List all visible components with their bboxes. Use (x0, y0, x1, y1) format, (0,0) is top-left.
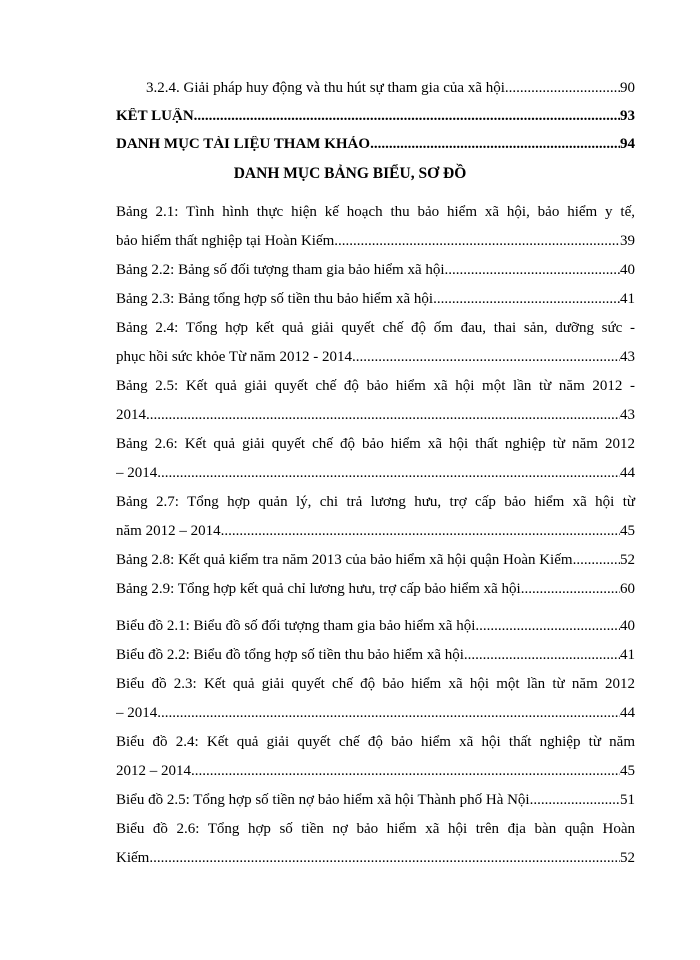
table-entry-page: 60 (620, 581, 635, 597)
table-entry (116, 349, 635, 366)
leader-dots (221, 523, 620, 540)
leader-dots (475, 618, 620, 635)
toc-entry-text: DANH MỤC TÀI LIỆU THAM KHẢO (116, 136, 371, 152)
chart-entry-text: – 2014 (116, 705, 158, 721)
table-entry (116, 581, 635, 598)
table-entry-page: 52 (620, 552, 635, 568)
chart-entry (116, 763, 635, 780)
leader-dots (149, 850, 620, 867)
leader-dots (157, 465, 620, 482)
table-entry (116, 262, 635, 279)
table-entry-text: Bảng 2.2: Bảng số đối tượng tham gia bảo hiểm xã hội (116, 262, 445, 278)
leader-dots (370, 136, 620, 153)
table-entry (116, 523, 635, 540)
chart-entry-text: Biểu đồ 2.2: Biểu đồ tổng hợp số tiền thu bảo hiểm xã hội (116, 647, 464, 663)
table-entry (116, 465, 635, 482)
table-entry-text: – 2014 (116, 465, 158, 481)
leader-dots (191, 763, 620, 780)
table-entry-page: 41 (620, 291, 635, 307)
chart-entry-text: Kiếm (116, 850, 150, 866)
chart-entry-text: 2012 – 2014 (116, 763, 191, 779)
leader-dots (352, 349, 620, 366)
table-entry (116, 291, 635, 308)
section-title: DANH MỤC BẢNG BIỂU, SƠ ĐỒ (233, 165, 467, 182)
table-entry-text: Bảng 2.9: Tổng hợp kết quả chỉ lương hưu, trợ cấp bảo hiểm xã hội (116, 581, 521, 597)
toc-entry-tai-lieu (116, 136, 635, 153)
table-entry-line1: Bảng 2.1: Tình hình thực hiện kế hoạch thu bảo hiểm xã hội, bảo hiểm y tế, (116, 204, 635, 220)
chart-entry (116, 618, 635, 635)
table-entry-page: 39 (620, 233, 635, 249)
leader-dots (464, 647, 620, 664)
leader-dots (334, 233, 620, 250)
chart-entry-text: Biểu đồ 2.1: Biểu đồ số đối tượng tham gia bảo hiểm xã hội (116, 618, 476, 634)
chart-entry-line1: Biểu đồ 2.3: Kết quả giải quyết chế độ bảo hiểm xã hội một lần từ năm 2012 (116, 676, 635, 692)
leader-dots (433, 291, 620, 308)
toc-entry-ket-luan (116, 108, 635, 125)
table-entry (116, 407, 635, 424)
table-entry-line1: Bảng 2.5: Kết quả giải quyết chế độ bảo hiểm xã hội một lần từ năm 2012 - (116, 378, 635, 394)
chart-entry-page: 52 (620, 850, 635, 866)
chart-entry-page: 41 (620, 647, 635, 663)
table-entry-page: 43 (620, 349, 635, 365)
chart-entry (116, 792, 635, 809)
table-entry-page: 43 (620, 407, 635, 423)
chart-entry-page: 51 (620, 792, 635, 808)
chart-entry-line1: Biểu đồ 2.6: Tổng hợp số tiền nợ bảo hiểm xã hội trên địa bàn quận Hoàn (116, 821, 635, 837)
toc-entry-page: 90 (620, 80, 635, 96)
table-entry-text: bảo hiểm thất nghiệp tại Hoàn Kiếm (116, 233, 335, 249)
table-entry-line1: Bảng 2.6: Kết quả giải quyết chế độ bảo hiểm xã hội thất nghiệp từ năm 2012 (116, 436, 635, 452)
table-entry-text: Bảng 2.8: Kết quả kiểm tra năm 2013 của bảo hiểm xã hội quận Hoàn Kiếm (116, 552, 573, 568)
toc-entry-text: KẾT LUẬN (116, 108, 194, 124)
table-entry-page: 44 (620, 465, 635, 481)
leader-dots (521, 581, 620, 598)
chart-entry-page: 44 (620, 705, 635, 721)
chart-entry-page: 40 (620, 618, 635, 634)
chart-entry (116, 705, 635, 722)
table-entry-text: 2014 (116, 407, 146, 423)
toc-entry-page: 94 (620, 136, 635, 152)
leader-dots (505, 80, 620, 97)
chart-entry-text: Biểu đồ 2.5: Tổng hợp số tiền nợ bảo hiểm xã hội Thành phố Hà Nội (116, 792, 530, 808)
chart-entry-line1: Biểu đồ 2.4: Kết quả giải quyết chế độ bảo hiểm xã hội thất nghiệp từ năm (116, 734, 635, 750)
toc-entry-text: 3.2.4. Giải pháp huy động và thu hút sự tham gia của xã hội (146, 80, 505, 96)
leader-dots (445, 262, 620, 279)
leader-dots (573, 552, 620, 569)
table-entry-line1: Bảng 2.7: Tổng hợp quản lý, chi trả lương hưu, trợ cấp bảo hiểm xã hội từ (116, 494, 635, 510)
leader-dots (157, 705, 620, 722)
toc-entry-page: 93 (620, 108, 635, 124)
table-entry-page: 40 (620, 262, 635, 278)
table-entry-page: 45 (620, 523, 635, 539)
chart-entry-page: 45 (620, 763, 635, 779)
table-entry-text: Bảng 2.3: Bảng tổng hợp số tiền thu bảo hiểm xã hội (116, 291, 434, 307)
leader-dots (194, 108, 620, 125)
table-entry (116, 233, 635, 250)
table-entry-text: năm 2012 – 2014 (116, 523, 221, 539)
leader-dots (146, 407, 620, 424)
toc-entry-3-2-4 (146, 80, 635, 97)
chart-entry (116, 850, 635, 867)
table-entry-line1: Bảng 2.4: Tổng hợp kết quả giải quyết chế độ ốm đau, thai sản, dưỡng sức - (116, 320, 635, 336)
table-entry (116, 552, 635, 569)
chart-entry (116, 647, 635, 664)
table-entry-text: phục hồi sức khỏe Từ năm 2012 - 2014 (116, 349, 352, 365)
leader-dots (530, 792, 620, 809)
